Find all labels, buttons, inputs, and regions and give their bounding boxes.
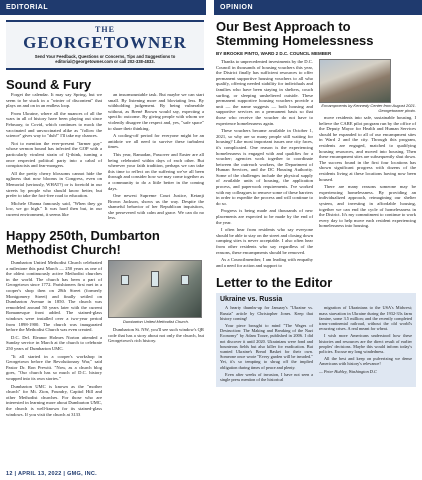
masthead-the: THE [95, 25, 115, 34]
encampment-caption: Encampments by Kennedy Center from August 2021. Georgetowner photo. [321, 103, 416, 113]
paragraph: I wish more Americans understood how these histories and resources are the direct result of earlier peoples' decisions. Maybe this would inform today's policies. Excuse my long windedness. [319, 333, 412, 354]
window-shape [121, 275, 129, 285]
paragraph: As a Councilmember, I am leading with empathy and a need for action and support to [216, 257, 313, 268]
page-number: 12 [6, 471, 13, 477]
paragraph: A hearty thumbs-up for January's "Ukraine vs. Russia" article by Christopher Jones. Keep that history coming! [220, 305, 313, 321]
paragraph: Dumbarton United Methodist Church celebrated a milestone this past March — 250 years as one of the oldest continuously active Methodist churches in the world. The church has been a part of Georgetown since 1772. Parishioners first met in a cooper's shop then on 28th Street (formerly Montgomery Street) and finally settled on Dumbarton Avenue in 1850. The church was remodeled around 50 years later with the current Romanesque front added. The stained-glass windows were installed over a two-year period from 1898-1900. The church was inaugurated before the Methodist Church was even created. [6, 260, 102, 333]
page-footer [6, 471, 97, 477]
issue-date: APRIL 13, 2022 [18, 471, 62, 477]
paragraph: Michele Obama famously said, "When they go low, we go high." It was hard then but, in our current environment, it seems like [6, 200, 102, 217]
sound-fury-col2 [108, 92, 204, 223]
paragraph: "It all started in a cooper's workshop in Georgetown before the Revolutionary War," said Pastor Dr. Ron Prewitt. "Now, as a church blog goes, "Our church has so much of D.C. history wrapped into its own stories." [6, 353, 102, 381]
paragraph: migration of Ukrainians to the USA's Midwest; mass starvation in Ukraine during the 1932-33s farm famine, some 3.5 million; and the recently completed trans-continental railroad, without the old world's recurring crises. A real meant for wheat. [319, 305, 412, 332]
paragraph: Your piece brought to mind "The Wages of Destruction: The Making and Breaking of the Nazi Economy" by Adam Tooze, published in 2006. I did not discover it until 2020. Ukrainians were fond and bounteous fields but also killer for eradication. But wanted Ukraine's Bread Basket for their own. Someone once wrote "Every garden will be invaded." Yet, it's so tempting to shrug off the implied obligation during times of peace and plenty. [220, 322, 313, 370]
footer-sep: | [14, 471, 19, 477]
footer-sep: | [63, 471, 68, 477]
happy-col1 [6, 260, 102, 419]
paragraph: Progress is being made and thousands of new placements are expected to be made by the end of the year. [216, 208, 313, 225]
homelessness-col2-text [319, 115, 416, 229]
paragraph: Forget the calendar. It may say Spring, but we seem to be stuck in a "winter of discontent" that plays on and on in an endless loop. [6, 92, 102, 109]
happy-250th-body [6, 260, 204, 419]
homelessness-body [216, 59, 416, 270]
editorial-section-bar [0, 0, 206, 15]
happy-col2 [108, 260, 204, 419]
window-shape [181, 275, 189, 285]
sound-fury-title: Sound & Fury [6, 77, 92, 92]
paragraph: One newest Supreme Court Justice, Ketanji Brown Jackson, shows us the way. Despite the shameful behavior of her Republican inquisitors, she persevered with calm and grace. We can do no less. [108, 193, 204, 221]
masthead-name: GEORGETOWNER [23, 33, 187, 52]
publisher: GMG, INC. [67, 471, 97, 477]
church-photo-caption: Dumbarton United Methodist Church. [122, 319, 190, 325]
homelessness-col2 [319, 59, 416, 270]
paragraph: Even after weeks of invasion, I have not seen a single press mention of the historical [220, 371, 313, 383]
letter-col1 [220, 305, 313, 384]
letter-col2 [319, 305, 412, 384]
church-photo [108, 260, 202, 318]
opinion-label: OPINION [220, 4, 254, 11]
paragraph: Not to mention the ever-present "farmer guy" whose sermon bound has infected the GOP with a particularly virulent strain of Q-think, turning a once respected political party into a cabal of conspiracists and fear-mongers. [6, 140, 102, 169]
sound-fury-col1 [6, 92, 102, 223]
opinion-section-bar [214, 0, 422, 15]
homelessness-byline: BY BROOKE PINTO, WARD 2 D.C. COUNCIL MEMBER [216, 51, 332, 56]
paragraph: All the pretty cherry blossoms cannot hide the ugliness that now blooms in Congress, even on Memorial (seriously, WHAT?) or is foretold in our streets by people who should know better, but prefer to take the fact-free road to education. [6, 170, 102, 199]
paragraph: move residents into safe, sustainable housing. I believe the CARE pilot program run by the office of the Deputy Mayor for Health and Human Services should be expanded to all of our encampment sites in Ward 2 and the city. Through this program, residents are engaged, matched to qualifying housing resources, and moved into housing. Then these encampment sites are subsequently shut down. The success found in the first four locations has shown significant progress with dozens of the residents living at these locations having now been housed. [319, 115, 416, 182]
paragraph: D.C. Del. Eleanor Holmes Norton attended a Sunday service in March at the church to celebrate 250 years of Dumbarton UMC. [6, 334, 102, 351]
paragraph: From Ukraine, where all the nuances of all the wars in all of history have been playing out since February, to Covid, which continues to mock the vaccinated and unvaccinated alike as "follow the science" gives way to "duh!" I'll take my chances. [6, 110, 102, 139]
paragraph: I often hear from residents who say everyone should be able to stay on the street and closing down camping sites is never acceptable. I also often hear from other residents who say regardless of the reasons, these encampments should be removed. [216, 227, 313, 255]
letter-box [216, 293, 416, 387]
letter-title: Letter to the Editor [216, 275, 333, 291]
homelessness-title: Our Best Approach to Stemming Homelessness [216, 19, 374, 48]
paragraph: Thanks to unprecedented investments by the D.C. Council in thousands of housing vouchers this year, the District finally has sufficient resources to offer permanent supportive housing vouchers to all who qualify, offering needed stability for individuals and families who have been staying in shelters, couch surfing, or sleeping unsheltered outside. These permanent supportive housing vouchers provide a unit — the name suggests — both housing and supportive services on a permanent basis so that those who receive the voucher do not have to experience homelessness again. [216, 59, 313, 126]
paragraph: These vouchers became available in October 1, 2021, so why are so many people still waiting for housing? Like most important issues one city faces, it's complicated. One reason is the experiencing homelessness is engaged with and qualifies for a voucher; agencies work together to coordinate between the outreach workers, the Department of Human Services, and the DC Housing Authority. Some of the challenges include the physical supply of available units of housing, the application process, and paperwork requirements. I've worked with my colleagues to remove some of these barriers in order to expedite the process and will continue to do so. [216, 128, 313, 206]
paragraph: an insurmountable task. But maybe we can start small. By listening more and bloviating less. By withholding judgement. By being vulnerable without, as Brené Brown would say, expecting a specific outcome. By giving people with whom we violently disagree the respect and, yes, "safe space" to share their thinking. [108, 92, 204, 131]
happy-250th-title: Happy 250th, Dumbarton Methodist Church! [6, 228, 160, 258]
paragraph: There are many reasons someone may be experiencing homelessness. By providing an individualized approach, reimagining our shelter system, and investing in affordable housing, together we can end the cycle of homelessness in the District. It's my commitment to continue to work every day to help move each resident experiencing homelessness into housing. [319, 184, 416, 229]
encampment-photo [319, 59, 391, 103]
paragraph: All the best and keep on pulverizing we dense Americans with history's relevance! [319, 356, 412, 367]
window-shape [151, 271, 159, 287]
opinion-column [216, 20, 416, 387]
paragraph: A cooling-off period for everyone might be an antidote we all need to survive these turbulent times. [108, 133, 204, 150]
letter-body [220, 305, 412, 384]
masthead [6, 20, 204, 70]
masthead-contact: Send Your Feedback, Questions or Concerns, Tips and Suggestions to editorial@georgetowner.com or call 202-338-4833. [34, 54, 176, 64]
paragraph: This year, Ramadan, Passover and Easter are all being celebrated within days of each other. But wherever your faith tradition, perhaps we can take this time to reflect on the suffering we've all been through and consider how we may come together as a community to do a little better in the coming days. [108, 151, 204, 191]
sound-fury-body [6, 92, 204, 223]
happy-col2-text [108, 327, 204, 344]
paragraph: Dumbarton St. NW, you'll see such window's QR code that has a story about not only the church, but Georgetown's rich history. [108, 327, 204, 344]
paragraph: Dumbarton UMC is known as the "mother church" for Mt. Zion, Foundry, Capitol Hill and other Methodist churches. For those who are interested in learning more about Dumbarton UMC, the church is well-known for its stained-glass windows. If you visit the church at 3133 [6, 383, 102, 417]
letter-signature: — Peter Hubley, Washington D.C [319, 368, 377, 374]
editorial-column [6, 20, 204, 419]
letter-subtitle: Ukraine vs. Russia [220, 296, 283, 304]
editorial-label: EDITORIAL [6, 4, 49, 11]
homelessness-col1 [216, 59, 313, 270]
